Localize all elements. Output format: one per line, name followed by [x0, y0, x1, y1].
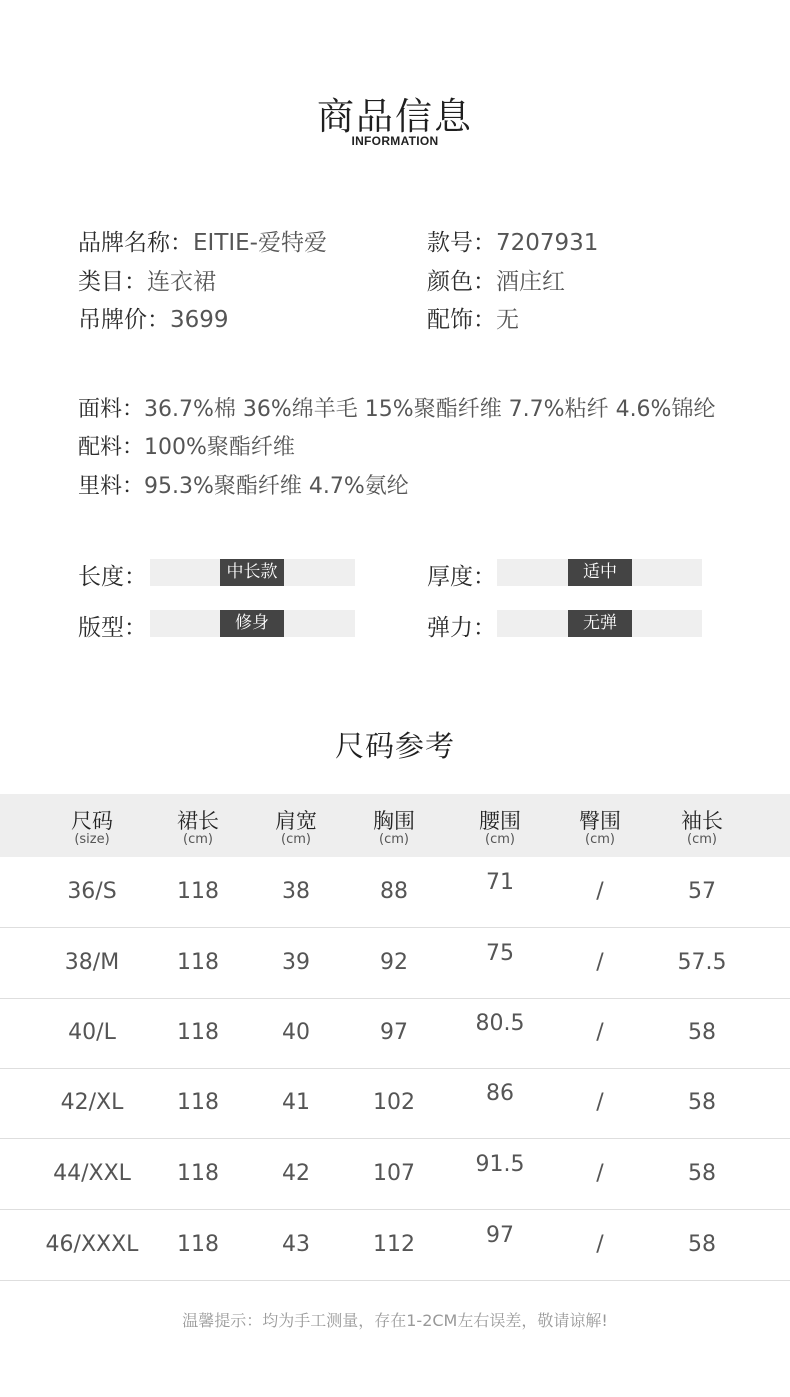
bust-cell: 112: [373, 1232, 415, 1257]
sleeve-cell: 58: [688, 1020, 716, 1045]
table-row: [0, 928, 790, 999]
measurement-note: 温馨提示：均为手工测量，存在1-2CM左右误差，敬请谅解!: [182, 1311, 608, 1330]
lining-row: [78, 469, 409, 500]
fabric-label: 面料：: [78, 397, 145, 422]
color-value: 酒庄红: [496, 269, 565, 295]
hip-cell: /: [596, 1161, 604, 1186]
size-chart-title: 尺码参考: [334, 729, 455, 763]
size-cell: 44/XXL: [53, 1161, 131, 1186]
sleeve-cell: 58: [688, 1090, 716, 1115]
length-cell: 118: [177, 950, 219, 975]
category-value: 连衣裙: [147, 269, 216, 295]
table-row: [0, 1139, 790, 1210]
brand-row: [78, 224, 327, 257]
size-cell: 46/XXXL: [45, 1232, 139, 1257]
length-chip: 中长款: [220, 559, 284, 586]
waist-cell: 97: [486, 1223, 514, 1248]
trim-row: [78, 430, 295, 461]
length-cell: 118: [177, 1161, 219, 1186]
elasticity-chip: 无弹: [568, 610, 632, 637]
length-cell: 118: [177, 879, 219, 904]
column-header-waist: 腰围: [479, 809, 521, 833]
hip-cell: /: [596, 1090, 604, 1115]
column-header-hip: 臀围: [579, 809, 621, 833]
tag-price-value: 3699: [170, 307, 229, 333]
table-row: [0, 1210, 790, 1281]
column-header-bust: 胸围: [373, 809, 415, 833]
waist-cell: 80.5: [475, 1011, 525, 1036]
length-label: 长度：: [78, 564, 147, 590]
table-row: [0, 1068, 790, 1139]
shoulder-cell: 43: [282, 1232, 310, 1257]
page-title: 商品信息: [317, 95, 473, 138]
column-header-sleeve: 袖长: [681, 809, 723, 833]
bust-cell: 92: [380, 950, 408, 975]
size-cell: 36/S: [67, 879, 117, 904]
length-cell: 118: [177, 1232, 219, 1257]
bust-cell: 97: [380, 1020, 408, 1045]
shoulder-cell: 42: [282, 1161, 310, 1186]
table-row: [0, 998, 790, 1069]
sleeve-cell: 57: [688, 879, 716, 904]
style-no-row: [427, 224, 598, 257]
fit-chip: 修身: [220, 610, 284, 637]
column-unit-waist: (cm): [485, 832, 515, 847]
lining-label: 里料：: [78, 474, 145, 499]
hip-cell: /: [596, 950, 604, 975]
lining-value: 95.3%聚酯纤维 4.7%氨纶: [144, 474, 409, 499]
brand-value: EITIE-爱特爱: [193, 230, 327, 256]
tag-price-row: [78, 301, 229, 334]
waist-cell: 75: [486, 941, 514, 966]
hip-cell: /: [596, 879, 604, 904]
column-header-length: 裙长: [177, 809, 219, 833]
thickness-chip: 适中: [568, 559, 632, 586]
shoulder-cell: 41: [282, 1090, 310, 1115]
trim-value: 100%聚酯纤维: [144, 435, 295, 460]
column-header-shoulder: 肩宽: [275, 809, 317, 833]
category-label: 类目：: [78, 269, 147, 295]
bust-cell: 107: [373, 1161, 415, 1186]
accessory-value: 无: [496, 307, 519, 333]
color-row: [427, 263, 565, 296]
elasticity-label: 弹力：: [427, 615, 496, 641]
column-unit-length: (cm): [183, 832, 213, 847]
bust-cell: 102: [373, 1090, 415, 1115]
hip-cell: /: [596, 1232, 604, 1257]
size-cell: 38/M: [64, 950, 120, 975]
category-row: [78, 263, 216, 296]
column-unit-sleeve: (cm): [687, 832, 717, 847]
accessory-row: [427, 301, 519, 334]
page-subtitle: INFORMATION: [351, 134, 439, 148]
sleeve-cell: 58: [688, 1161, 716, 1186]
length-cell: 118: [177, 1090, 219, 1115]
fabric-row: [78, 392, 715, 423]
column-unit-bust: (cm): [379, 832, 409, 847]
thickness-label: 厚度：: [427, 564, 496, 590]
sleeve-cell: 58: [688, 1232, 716, 1257]
waist-cell: 91.5: [475, 1152, 525, 1177]
table-row: [0, 857, 790, 928]
style-no-label: 款号：: [427, 230, 496, 256]
column-unit-size: (size): [74, 832, 110, 847]
fit-label: 版型：: [78, 615, 147, 641]
column-header-size: 尺码: [71, 809, 113, 833]
size-cell: 40/L: [68, 1020, 116, 1045]
waist-cell: 86: [486, 1081, 514, 1106]
brand-label: 品牌名称：: [78, 230, 193, 256]
sleeve-cell: 57.5: [677, 950, 727, 975]
shoulder-cell: 38: [282, 879, 310, 904]
shoulder-cell: 40: [282, 1020, 310, 1045]
waist-cell: 71: [486, 870, 514, 895]
size-cell: 42/XL: [60, 1090, 124, 1115]
color-label: 颜色：: [427, 269, 496, 295]
column-unit-hip: (cm): [585, 832, 615, 847]
trim-label: 配料：: [78, 435, 145, 460]
fabric-value: 36.7%棉 36%绵羊毛 15%聚酯纤维 7.7%粘纤 4.6%锦纶: [144, 397, 716, 422]
bust-cell: 88: [380, 879, 408, 904]
column-unit-shoulder: (cm): [281, 832, 311, 847]
size-table-header: [0, 794, 790, 857]
style-no-value: 7207931: [496, 230, 599, 256]
shoulder-cell: 39: [282, 950, 310, 975]
accessory-label: 配饰：: [427, 307, 496, 333]
tag-price-label: 吊牌价：: [78, 307, 170, 333]
length-cell: 118: [177, 1020, 219, 1045]
hip-cell: /: [596, 1020, 604, 1045]
